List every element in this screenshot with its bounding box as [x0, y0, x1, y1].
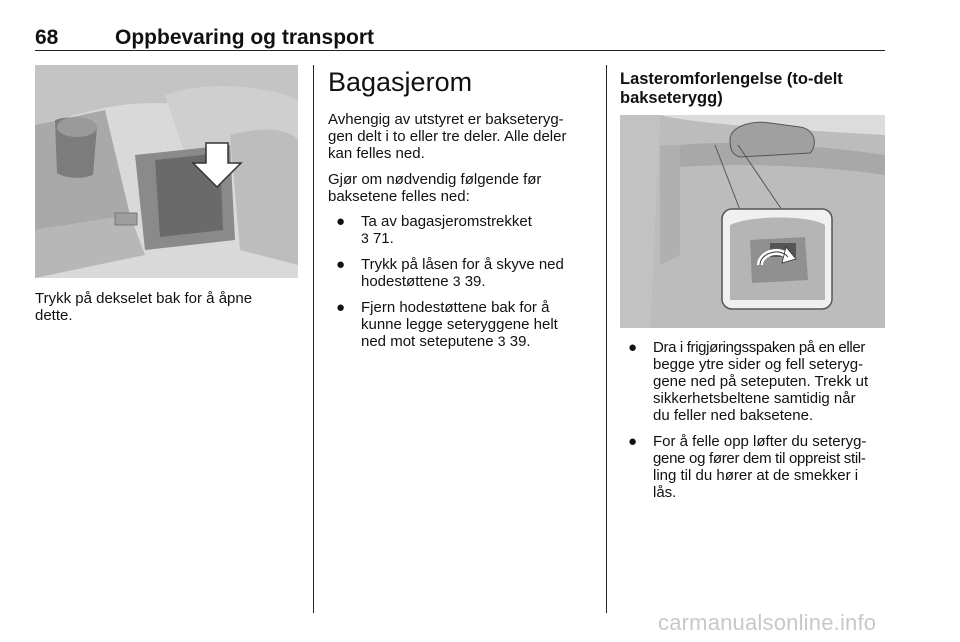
bullet-text-line-4: sikkerhetsbeltene samtidig når — [653, 390, 856, 407]
bullet-ref-line — [361, 333, 531, 350]
bullet-dot: ● — [336, 256, 346, 273]
section-heading-bagasjerom: Bagasjerom — [328, 67, 473, 97]
bullet-text-line-1: Dra i frigjøringsspaken på en eller — [653, 339, 866, 356]
bullet-text-line-3: ling til du hører at de smekker i — [653, 467, 859, 484]
bullet-text-line-3: ned mot seteputene — [361, 333, 498, 350]
bullet-raise-backrests — [628, 433, 890, 505]
intro-line-1: Avhengig av utstyret er bakseteryg- — [328, 111, 564, 128]
bullet-text-line-1: Trykk på låsen for å skyve ned — [361, 256, 564, 273]
bullet-ref-line — [361, 273, 486, 290]
header-rule — [35, 50, 885, 51]
bullet-ref-line — [361, 230, 394, 247]
bullet-dot: ● — [628, 339, 638, 356]
section-heading-line-2: bakseterygg) — [620, 89, 723, 107]
page-number: 68 — [35, 26, 59, 49]
bullet-text-line-2: kunne legge seteryggene helt — [361, 316, 558, 333]
bullet-text-line-3: gene ned på seteputen. Trekk ut — [653, 373, 869, 390]
left-caption-line-1: Trykk på dekselet bak for å åpne — [35, 290, 253, 307]
bullet-pull-release-lever — [628, 339, 890, 429]
bullet-text-line-2: begge ytre sider og fell seteryg- — [653, 356, 864, 373]
bullet-text-line-1: Ta av bagasjeromstrekket — [361, 213, 532, 230]
seat-release-figure — [620, 115, 885, 328]
bullet-text-line-1: For å felle opp løfter du seteryg- — [653, 433, 867, 450]
page-ref-number: 39. — [505, 333, 531, 350]
column-divider-left — [313, 65, 314, 613]
intro-line-2: gen delt i to eller tre deler. Alle deler — [328, 128, 567, 145]
page-ref-arrow-icon: 3 — [452, 273, 461, 289]
bullet-dot: ● — [336, 213, 346, 230]
column-divider-right — [606, 65, 607, 613]
page-ref-number: 39. — [460, 273, 486, 290]
bullet-text-line-2: gene og fører dem til oppreist stil- — [653, 450, 866, 467]
watermark: carmanualsonline.info — [658, 610, 877, 635]
console-storage-figure — [35, 65, 298, 278]
page-ref-arrow-icon: 3 — [497, 333, 506, 349]
bullet-text-line-1: Fjern hodestøttene bak for å — [361, 299, 550, 316]
bullet-text-line-2: hodestøttene — [361, 273, 453, 290]
bullet-text-line-5: du feller ned baksetene. — [653, 407, 814, 424]
left-caption-line-2: dette. — [35, 307, 73, 324]
page-ref-number: 71. — [368, 230, 394, 247]
intro-line-3: kan felles ned. — [328, 145, 425, 162]
bullet-text-line-4: lås. — [653, 484, 677, 501]
bullet-push-lock — [336, 256, 596, 292]
bullet-remove-headrests — [336, 299, 596, 353]
para2-line-2: baksetene felles ned: — [328, 188, 470, 205]
bullet-dot: ● — [336, 299, 346, 316]
page-header — [35, 8, 885, 48]
para2-line-1: Gjør om nødvendig følgende før — [328, 171, 542, 188]
bullet-dot: ● — [628, 433, 638, 450]
section-heading-line-1: Lasteromforlengelse (to-delt — [620, 70, 843, 88]
bullet-remove-cover — [336, 213, 596, 249]
page-title: Oppbevaring og transport — [115, 26, 375, 49]
page-ref-arrow-icon: 3 — [361, 230, 369, 246]
